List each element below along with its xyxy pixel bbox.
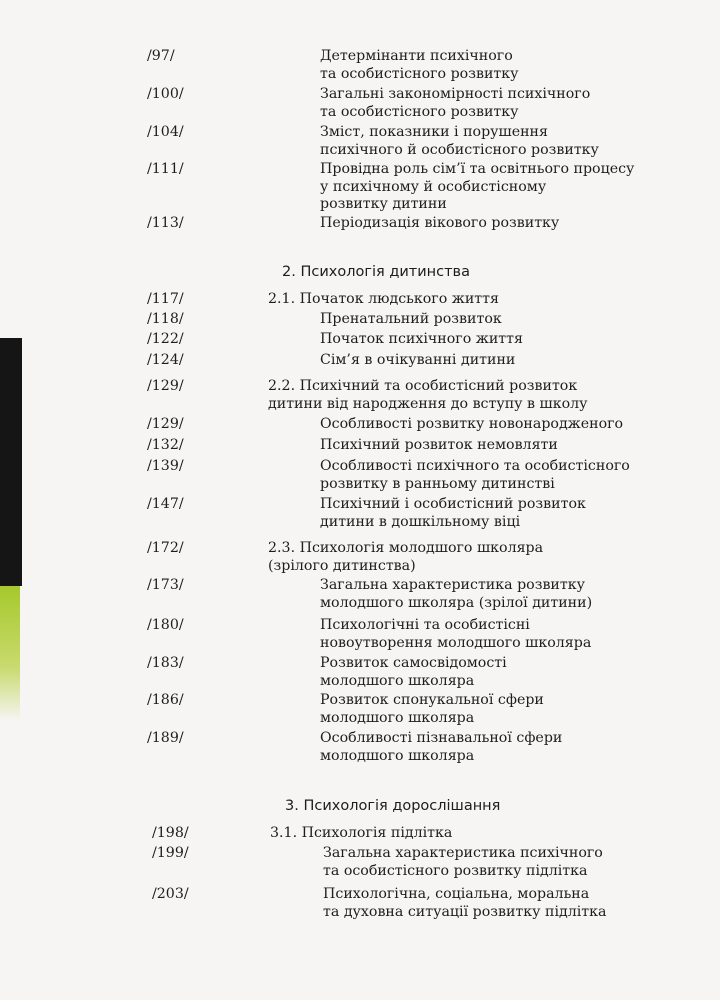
toc-page-number: /147/ (147, 496, 184, 512)
toc-entry-title: Періодизація вікового розвитку (320, 215, 560, 231)
toc-page-number: /173/ (147, 577, 184, 593)
toc-entry-title: Психологічні та особистісні новоутворення молодшого школяра (320, 617, 592, 651)
toc-entry-title: Загальні закономірності психічного та особистісного розвитку (320, 86, 591, 120)
toc-entry-title: Провідна роль сім’ї та освітнього процесу у психічному й особистісному розвитку дитини (320, 161, 635, 212)
toc-entry-title: Особливості психічного та особистісного розвитку в ранньому дитинстві (320, 458, 630, 492)
toc-page-number: /180/ (147, 617, 184, 633)
toc-entry-title: Особливості пізнавальної сфери молодшого школяра (320, 730, 563, 764)
toc-entry-title: Загальна характеристика психічного та особистісного розвитку підлітка (323, 845, 603, 879)
toc-page-number: /104/ (147, 124, 184, 140)
toc-entry-title: 2.3. Психологія молодшого школяра (зрілого дитинства) (268, 540, 544, 574)
section-heading: 2. Психологія дитинства (282, 264, 470, 280)
toc-page-number: /100/ (147, 86, 184, 102)
toc-page-number: /129/ (147, 378, 184, 394)
toc-entry-title: Особливості розвитку новонародженого (320, 416, 624, 432)
toc-entry-title: Сім’я в очікуванні дитини (320, 352, 516, 368)
toc-entry-title: 3.1. Психологія підлітка (270, 825, 453, 841)
toc-page-number: /122/ (147, 331, 184, 347)
toc-page-number: /172/ (147, 540, 184, 556)
toc-entry-title: 2.1. Початок людського життя (268, 291, 499, 307)
toc-page-number: /111/ (147, 161, 184, 177)
toc-page-number: /199/ (152, 845, 189, 861)
toc-entry-title: Пренатальний розвиток (320, 311, 502, 327)
toc-page-number: /203/ (152, 886, 189, 902)
toc-page-number: /189/ (147, 730, 184, 746)
toc-entry-title: Детермінанти психічного та особистісного розвитку (320, 48, 519, 82)
toc-page-number: /118/ (147, 311, 184, 327)
toc-entry-title: Розвиток спонукальної сфери молодшого школяра (320, 692, 544, 726)
toc-entry-title: Розвиток самосвідомості молодшого школяра (320, 655, 507, 689)
toc-page-number: /198/ (152, 825, 189, 841)
toc-page-number: /117/ (147, 291, 184, 307)
toc-page-number: /124/ (147, 352, 184, 368)
toc-page-number: /139/ (147, 458, 184, 474)
toc-entry-title: Зміст, показники і порушення психічного й особистісного розвитку (320, 124, 599, 158)
toc-page-number: /186/ (147, 692, 184, 708)
toc-entry-title: Психічний і особистісний розвиток дитини в дошкільному віці (320, 496, 586, 530)
book-spine-green-strip (0, 586, 20, 721)
toc-entry-title: Психічний розвиток немовляти (320, 437, 558, 453)
toc-entry-title: Початок психічного життя (320, 331, 523, 347)
toc-page-number: /132/ (147, 437, 184, 453)
toc-page-number: /113/ (147, 215, 184, 231)
toc-entry-title: Загальна характеристика розвитку молодшого школяра (зрілої дитини) (320, 577, 593, 611)
section-heading: 3. Психологія дорослішання (285, 798, 501, 814)
toc-entry-title: 2.2. Психічний та особистісний розвиток дитини від народження до вступу в школу (268, 378, 588, 412)
toc-page-number: /97/ (147, 48, 175, 64)
toc-entry-title: Психологічна, соціальна, моральна та духовна ситуації розвитку підлітка (323, 886, 607, 920)
book-spine-dark-strip (0, 338, 22, 586)
toc-page-number: /129/ (147, 416, 184, 432)
toc-page-number: /183/ (147, 655, 184, 671)
